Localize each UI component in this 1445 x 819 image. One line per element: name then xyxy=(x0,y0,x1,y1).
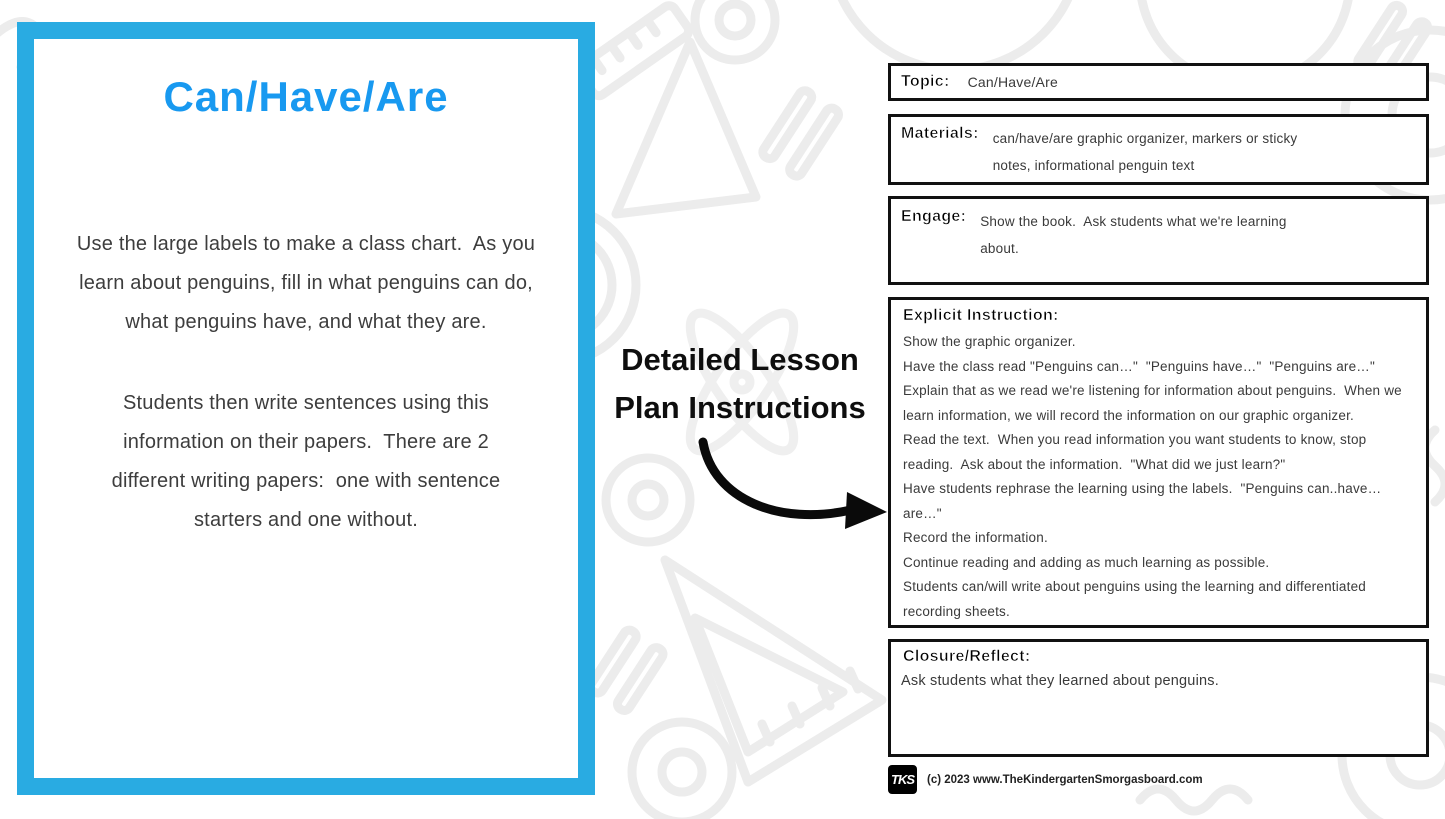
instruction-line: Continue reading and adding as much learning as possible. xyxy=(903,554,1270,570)
instruction-line: Explain that as we read we're listening for information about penguins. When we learn information, we will record the information on our graphic organizer. xyxy=(903,383,1406,423)
callout-line-2: Plan Instructions xyxy=(614,390,866,425)
explicit-instruction-label: Explicit Instruction: xyxy=(903,307,1059,324)
closure-reflect-label: Closure/Reflect: xyxy=(903,648,1031,665)
card-title: Can/Have/Are xyxy=(163,73,449,120)
section-explicit-instruction xyxy=(888,297,1429,628)
instruction-line: Students can/will write about penguins using the learning and differentiated recording sheets. xyxy=(903,579,1370,619)
section-topic xyxy=(888,63,1429,101)
lesson-plan xyxy=(888,63,1429,794)
instruction-line: Read the text. When you read information you want students to know, stop reading. Ask about the information. "What did we just learn?" xyxy=(903,432,1371,472)
engage-content: Show the book. Ask students what we're learning about. xyxy=(980,214,1291,256)
instruction-line: Have the class read "Penguins can…" "Penguins have…" "Penguins are…" xyxy=(903,358,1376,374)
can-have-are-card xyxy=(17,22,595,795)
instruction-line: Have students rephrase the learning using the labels. "Penguins can..have…are…" xyxy=(903,481,1382,521)
topic-label: Topic: xyxy=(901,73,950,90)
engage-label: Engage: xyxy=(901,208,967,225)
card-paragraph-2: Students then write sentences using this information on their papers. There are 2 different writing papers: one with sentence starters and one without. xyxy=(111,392,507,531)
copyright-text: (c) 2023 www.TheKindergartenSmorgasboard.com xyxy=(927,773,1203,786)
callout-heading xyxy=(590,336,890,432)
section-materials xyxy=(888,114,1429,185)
materials-label: Materials: xyxy=(901,125,979,142)
instruction-line: Show the graphic organizer. xyxy=(903,334,1076,349)
plan-footer xyxy=(888,765,1429,794)
section-engage xyxy=(888,196,1429,285)
instruction-line: Record the information. xyxy=(903,530,1048,545)
materials-content: can/have/are graphic organizer, markers or sticky notes, informational penguin text xyxy=(992,131,1302,173)
topic-content: Can/Have/Are xyxy=(967,74,1058,90)
closure-content: Ask students what they learned about penguins. xyxy=(901,673,1219,689)
curved-arrow-icon xyxy=(655,428,895,543)
tks-logo: TKS xyxy=(888,765,917,794)
card-paragraph-1: Use the large labels to make a class chart. As you learn about penguins, fill in what penguins can do, what penguins have, and what they are. xyxy=(76,233,541,333)
callout-line-1: Detailed Lesson xyxy=(621,342,859,377)
section-closure-reflect xyxy=(888,639,1429,757)
